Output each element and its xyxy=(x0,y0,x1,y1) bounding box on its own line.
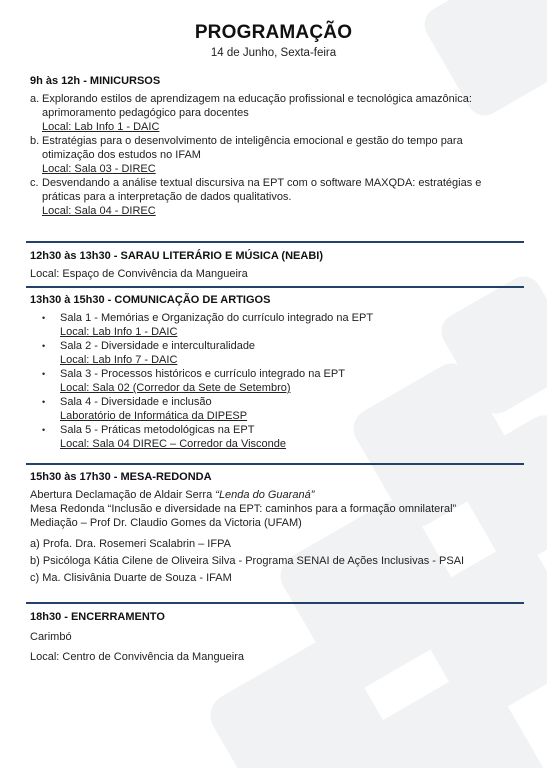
list-item xyxy=(30,367,530,395)
section-encerramento xyxy=(30,610,530,668)
list-item xyxy=(30,395,530,423)
item-local: Local: Lab Info 7 - DAIC xyxy=(60,354,178,366)
item-local: Local: Sala 04 - DIREC xyxy=(42,205,156,217)
item-text: Desvendando a análise textual discursiva na EPT com o software MAXQDA: estratégias e xyxy=(42,177,482,189)
bullet-icon: • xyxy=(42,425,46,435)
section-comunicacao xyxy=(30,293,530,451)
opening-label: Abertura Declamação de Aldair Serra xyxy=(30,489,213,501)
list-item xyxy=(30,176,530,218)
item-local: Local: Sala 03 - DIREC xyxy=(42,163,156,175)
item-marker: a. xyxy=(30,93,40,105)
mediacao-text: Mediação – Prof Dr. Claudio Gomes da Victoria (UFAM) xyxy=(30,517,302,529)
panelist: b) Psicóloga Kátia Cilene de Oliveira Silva - Programa SENAI de Ações Inclusivas - PSAI xyxy=(30,555,465,567)
item-text: Sala 5 - Práticas metodológicas na EPT xyxy=(60,424,255,436)
opening-text xyxy=(30,488,530,502)
item-local: Local: Lab Info 1 - DAIC xyxy=(42,121,160,133)
section-divider xyxy=(26,241,524,243)
bullet-icon: • xyxy=(42,397,46,407)
opening-title: “Lenda do Guaraná” xyxy=(215,489,315,501)
list-item xyxy=(30,134,530,176)
section-heading: 12h30 às 13h30 - SARAU LITERÁRIO E MÚSICA (NEABI) xyxy=(30,250,323,262)
page-title: PROGRAMAÇÃO xyxy=(194,22,353,43)
list-item xyxy=(30,311,530,339)
item-marker: b. xyxy=(30,135,40,147)
item-text: Estratégias para o desenvolvimento de inteligência emocional e gestão do tempo para xyxy=(42,135,463,147)
item-text: Sala 3 - Processos históricos e currículo integrado na EPT xyxy=(60,368,345,380)
encerramento-text: Carimbó xyxy=(30,631,72,643)
panelist: a) Profa. Dra. Rosemeri Scalabrin – IFPA xyxy=(30,538,231,550)
item-local: Local: Sala 02 (Corredor da Sete de Setembro) xyxy=(60,382,291,394)
bullet-icon: • xyxy=(42,341,46,351)
panelist: c) Ma. Clisivânia Duarte de Souza - IFAM xyxy=(30,572,232,584)
list-item xyxy=(30,92,530,134)
list-item xyxy=(30,423,530,451)
item-text: práticas para a interpretação de dados qualitativos. xyxy=(42,191,292,203)
section-local: Local: Centro de Convivência da Mangueira xyxy=(30,651,245,663)
section-divider xyxy=(26,286,524,288)
section-local: Local: Espaço de Convivência da Mangueira xyxy=(30,268,248,280)
item-marker: c. xyxy=(30,177,39,189)
item-local: Local: Lab Info 1 - DAIC xyxy=(60,326,178,338)
section-mesa-redonda xyxy=(30,470,530,587)
bullet-icon: • xyxy=(42,313,46,323)
page-subtitle: 14 de Junho, Sexta-feira xyxy=(210,47,337,59)
section-minicursos xyxy=(30,74,530,218)
section-sarau xyxy=(30,249,530,281)
item-local: Laboratório de Informática da DIPESP xyxy=(60,410,248,422)
section-heading: 9h às 12h - MINICURSOS xyxy=(30,75,161,87)
section-divider xyxy=(26,602,524,604)
item-text: Sala 4 - Diversidade e inclusão xyxy=(60,396,212,408)
item-text: aprimoramento pedagógico para docentes xyxy=(42,107,249,119)
item-text: Sala 2 - Diversidade e interculturalidade xyxy=(60,340,256,352)
list-item xyxy=(30,339,530,367)
section-heading: 18h30 - ENCERRAMENTO xyxy=(30,611,165,623)
section-heading: 13h30 à 15h30 - COMUNICAÇÃO DE ARTIGOS xyxy=(30,294,271,306)
item-text: otimização dos estudos no IFAM xyxy=(42,149,201,161)
item-text: Explorando estilos de aprendizagem na educação profissional e tecnológica amazônica: xyxy=(42,93,472,105)
mesa-text: Mesa Redonda “Inclusão e diversidade na EPT: caminhos para a formação omnilateral” xyxy=(30,503,457,515)
section-heading: 15h30 às 17h30 - MESA-REDONDA xyxy=(30,471,212,483)
item-text: Sala 1 - Memórias e Organização do currículo integrado na EPT xyxy=(60,312,374,324)
item-local: Local: Sala 04 DIREC – Corredor da Visconde xyxy=(60,438,287,450)
bullet-icon: • xyxy=(42,369,46,379)
section-divider xyxy=(26,463,524,465)
